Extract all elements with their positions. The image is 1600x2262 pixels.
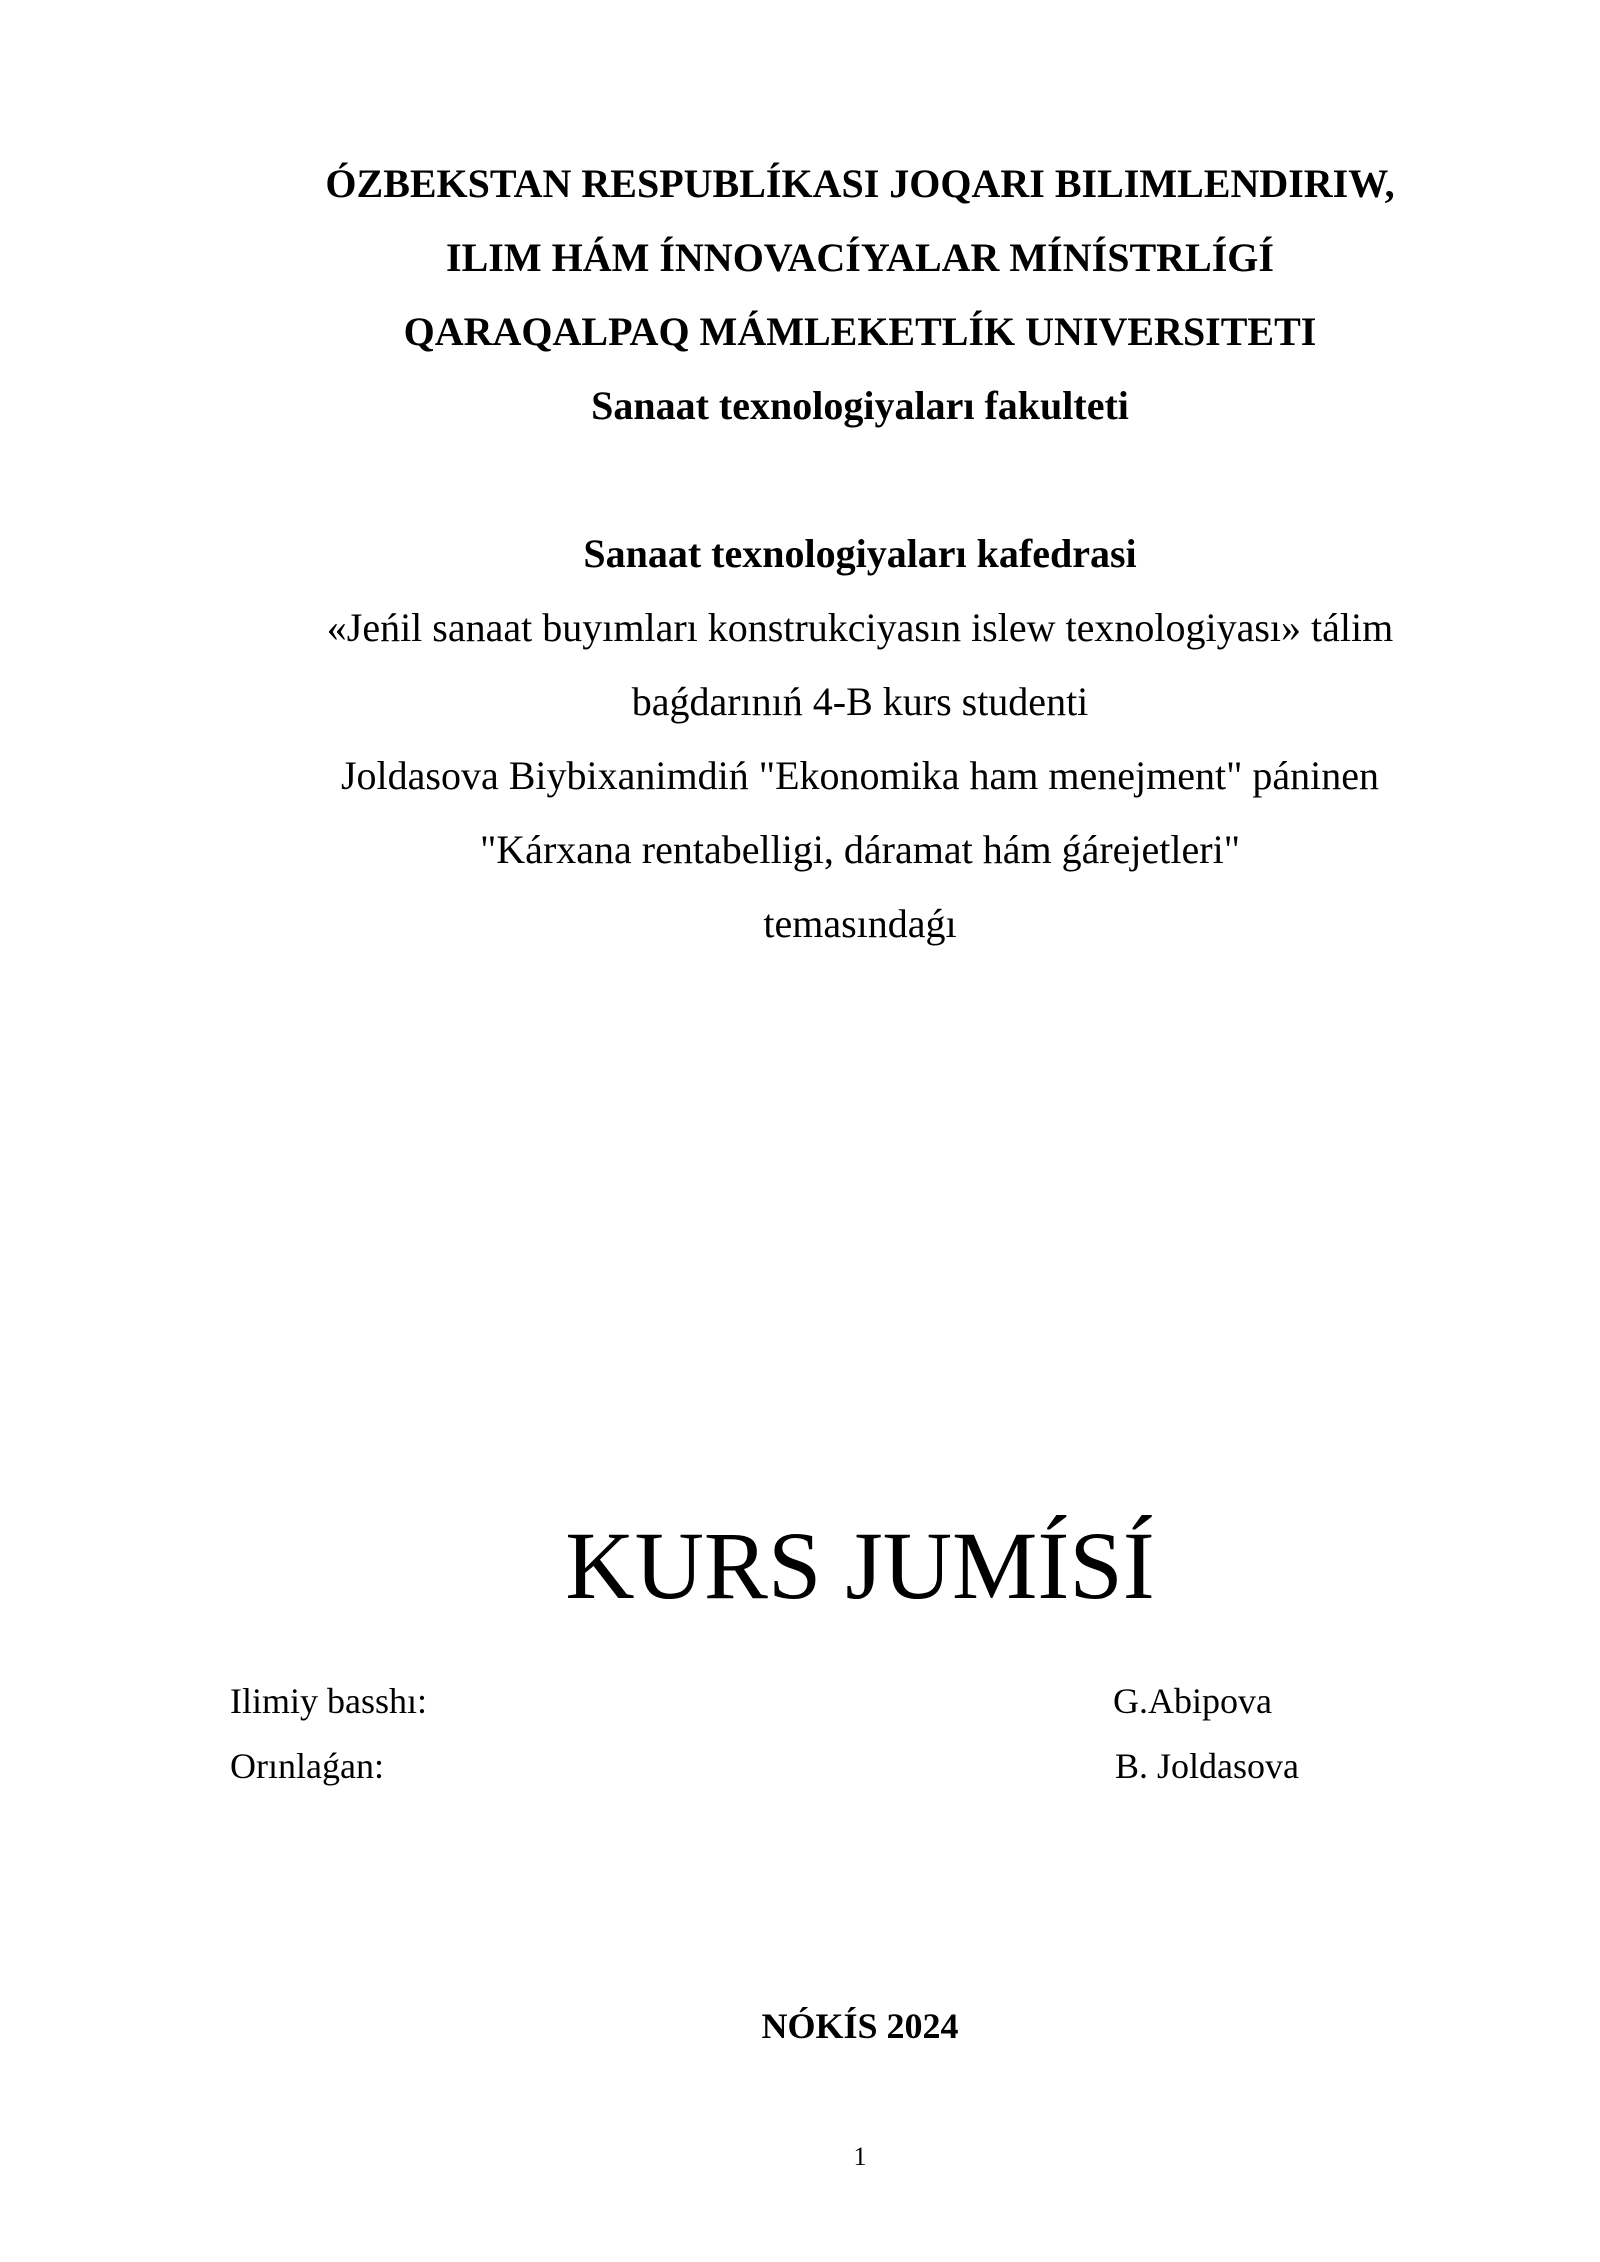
performer-name: B. Joldasova (1115, 1746, 1299, 1786)
supervisor-label: Ilimiy basshı: (230, 1681, 427, 1721)
supervisor-name: G.Abipova (1113, 1681, 1272, 1721)
description-line-3: Joldasova Biybixanimdiń "Ekonomika ham menejment" páninen (340, 753, 1380, 798)
document-title: KURS JUMÍSÍ (565, 1512, 1155, 1619)
description-line-2: baǵdarınıń 4-B kurs studenti (631, 679, 1089, 724)
description-line-4: "Kárxana rentabelligi, dáramat hám ǵárejetleri" (479, 827, 1241, 872)
university-name: QARAQALPAQ MÁMLEKETLÍK UNIVERSITETI (403, 309, 1317, 354)
city-year: NÓKÍS 2024 (761, 2006, 959, 2046)
department-name: Sanaat texnologiyaları kafedrasi (583, 531, 1137, 576)
description-line-5: temasındaǵı (763, 901, 957, 946)
description-line-1: «Jeńil sanaat buyımları konstrukciyasın islew texnologiyası» tálim (326, 605, 1394, 650)
page-number: 1 (853, 2142, 867, 2171)
faculty-name: Sanaat texnologiyaları fakulteti (591, 383, 1129, 428)
ministry-line-2: ILIM HÁM ÍNNOVACÍYALAR MÍNÍSTRLÍGÍ (446, 235, 1274, 280)
performer-label: Orınlaǵan: (230, 1746, 384, 1786)
ministry-line-1: ÓZBEKSTAN RESPUBLÍKASI JOQARI BILIMLENDIRIW, (325, 161, 1395, 206)
